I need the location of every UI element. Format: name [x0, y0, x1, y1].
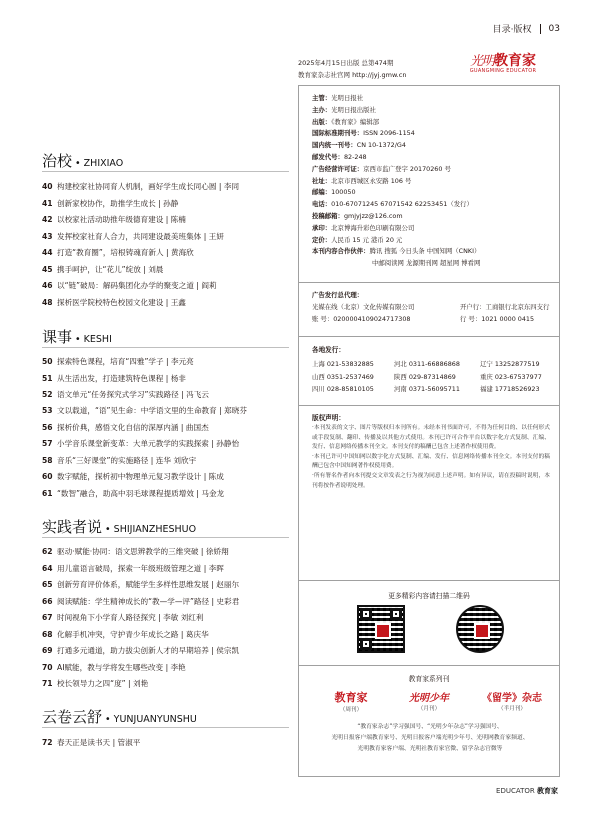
notice-paragraph: ·本刊发表的文字、图片等版权归本刊所有。未经本刊书面许可，不得为任何目的、以任何形式或手段复制、翻印、传播及以其他方式使用。本刊已许可合作平台以数字化方式复制、汇编、发行、信息网络传播本刊全文。本刊支付的稿酬已包含上述著作权使用费。	[312, 425, 550, 451]
info-row: 投稿邮箱：gmjyjzz@126.com	[312, 211, 403, 220]
series-title: 教育家系列刊	[408, 675, 450, 683]
educator-logo	[462, 50, 544, 74]
toc-item[interactable]: 52 语文单元“任务探究式学习”实践路径 | 冯飞云	[42, 390, 209, 399]
logo-english: GUANGMING EDUCATOR	[469, 68, 537, 74]
toc-item[interactable]: 50 探索特色课程，培育“四雅”学子 | 李元亮	[42, 357, 194, 366]
qr-code-icon[interactable]	[357, 605, 405, 653]
notice-paragraph: ·所有署名作者向本刊提交文章发表之行为视为同意上述声明。如有异议，请在投稿时说明，本刊将按作者说明处理。	[312, 472, 550, 489]
toc-item[interactable]: 71 校长领导力之四“度” | 刘艳	[42, 679, 149, 688]
distribution-table	[312, 358, 542, 396]
brand-frequency: （周刊）	[339, 707, 363, 713]
toc-item[interactable]: 60 数字赋能，探析初中物理单元复习教学设计 | 陈成	[42, 472, 224, 481]
info-row: 国际标准期刊号：ISSN 2096-1154	[312, 129, 415, 138]
toc-item[interactable]: 58 音乐“三好课堂”的实施路径 | 连华 刘欣宇	[42, 456, 197, 465]
page-number: 03	[548, 23, 560, 34]
info-row: 定价：人民币 15 元 港币 20 元	[312, 235, 403, 244]
brand-name: 光明少年	[409, 693, 449, 704]
info-row: 广告经营许可证：京西市监广登字 20170260 号	[312, 164, 451, 173]
publication-info	[298, 57, 406, 81]
info-row: 社址：北京市西城区永安路 106 号	[312, 176, 412, 185]
toc-item[interactable]: 43 发挥校家社育人合力，共同建设最美班集体 | 王妍	[42, 232, 224, 241]
toc-item[interactable]: 62 驱动·赋能·协同：语文思辨教学的三维突破 | 徐娇翔	[42, 547, 229, 556]
footer-cn: 教育家	[537, 787, 558, 795]
toc-item[interactable]: 44 打造“教育圈”，培根铸魂育新人 | 黄海欣	[42, 248, 194, 257]
distribution-title: 各地发行：	[312, 346, 345, 354]
divider	[298, 665, 560, 666]
toc-item[interactable]: 70 AI赋能，教与学将发生哪些改变 | 李艳	[42, 663, 186, 672]
mini-program-code-icon[interactable]	[456, 605, 504, 653]
brand-frequency: （半月刊）	[498, 706, 526, 712]
brand-guangming-shaonian	[398, 689, 460, 712]
info-row: 中邮阅读网 龙源期刊网 超星网 博看网	[372, 259, 481, 268]
toc-item[interactable]: 53 文以载道，“语”见生命：中学语文里的生命教育 | 郑晓芬	[42, 406, 247, 415]
distribution-row: 上海 021-53832885 河北 0311-66886868 辽宁 13252877519	[312, 360, 540, 368]
toc-item[interactable]: 64 用儿童语言破局，探索一年级班级管理之道 | 李晖	[42, 564, 224, 573]
info-row: 邮发代号：82-248	[312, 152, 367, 161]
page-footer	[496, 786, 558, 796]
info-row: 邮编：100050	[312, 188, 356, 197]
footer-en: EDUCATOR	[496, 787, 535, 795]
section-title-yunjuanyunshu: 云卷云舒 • YUNJUANYUNSHU	[42, 708, 197, 726]
brand-name: 教育家	[334, 691, 368, 704]
official-site: 教育家杂志社官网 http://jyj.gmw.cn	[298, 71, 407, 79]
toc-item[interactable]: 68 化解手机冲突，守护青少年成长之路 | 葛庆华	[42, 630, 209, 639]
notice-paragraph: ·本刊已许可中国知网以数字化方式复制、汇编、发行、信息网络传播本刊全文。本刊支付的稿酬已包含中国知网著作权使用费。	[312, 453, 550, 470]
info-row: 主办：光明日报出版社	[312, 105, 376, 114]
divider	[298, 336, 560, 337]
qr-caption: 更多精彩内容请扫描二维码	[388, 592, 470, 600]
toc-item[interactable]: 67 时间视角下小学育人路径探究 | 李敏 刘红利	[42, 613, 204, 622]
brand-jiaoyujia	[320, 689, 382, 713]
toc-item[interactable]: 40 构建校家社协同育人机制，画好学生成长同心圆 | 李同	[42, 182, 240, 191]
brand-frequency: （月刊）	[417, 706, 441, 712]
toc-item[interactable]: 66 阅读赋能：学生精神成长的“教—学—评”路径 | 史彩君	[42, 597, 240, 606]
header-divider	[540, 24, 541, 34]
toc-item[interactable]: 69 打通多元通道，助力拔尖创新人才的早期培养 | 侯宗凯	[42, 646, 240, 655]
section-divider	[42, 537, 289, 538]
brand-liuxue	[472, 689, 552, 712]
distribution-row: 四川 028-85810105 河南 0371-56095711 福建 17718526923	[312, 385, 540, 393]
toc-item[interactable]: 41 创新家校协作，助推学生成长 | 孙静	[42, 199, 179, 208]
distribution-row: 山西 0351-2537469 陕西 029-87314869 重庆 023-67537977	[312, 372, 542, 381]
issue-date: 2025年4月15日出版 总第474期	[298, 59, 394, 67]
divider	[298, 580, 560, 581]
section-title-keshi: 课事 • KESHI	[42, 328, 112, 346]
toc-item[interactable]: 65 创新劳育评价体系，赋能学生多样性思维发展 | 赵丽尔	[42, 580, 240, 589]
toc-item[interactable]: 72 春天正是读书天 | 管淑平	[42, 738, 141, 747]
toc-item[interactable]: 51 从生活出发，打造建筑特色课程 | 杨非	[42, 374, 186, 383]
logo-script: 光明	[469, 54, 494, 69]
brand-name: 《留学》杂志	[482, 693, 542, 704]
ad-agent-block: 广告发行总代理： 光媒在线（北京）文化传媒有限公司 开户行：工商银行北京东四支行 账 号：0200004109024717308 行 号：1021 0000 0415	[312, 291, 550, 323]
section-label: 目录·版权	[492, 25, 532, 35]
info-row: 承印：北京博海升彩色印刷有限公司	[312, 223, 415, 232]
logo-main: 教育家	[494, 53, 536, 69]
toc-item[interactable]: 42 以校家社活动助推年级德育建设 | 陈楠	[42, 215, 186, 224]
notice-title: 版权声明：	[312, 414, 345, 422]
section-divider	[42, 727, 289, 728]
info-row: 国内统一刊号：CN 10-1372/G4	[312, 141, 406, 150]
info-row: 电话：010-67071245 67071542 62253451（发行）	[312, 200, 473, 209]
toc-item[interactable]: 57 小学音乐课堂新变革：大单元教学的实践探索 | 孙静怡	[42, 439, 240, 448]
divider	[298, 282, 560, 283]
info-row: 出版：《教育家》编辑部	[312, 117, 380, 126]
info-row: 本刊内容合作伙伴：腾讯 搜狐 今日头条 中国知网（CNKI）	[312, 247, 481, 256]
section-divider	[42, 171, 289, 172]
copyright-notice	[312, 424, 550, 491]
section-title-zhixiao: 治校 • ZHIXIAO	[42, 152, 124, 170]
page-header	[493, 22, 560, 35]
toc-item[interactable]: 61 “数智”融合，助高中羽毛球课程提质增效 | 马金龙	[42, 489, 225, 498]
toc-item[interactable]: 48 探析医学院校特色校园文化建设 | 王鑫	[42, 298, 186, 307]
toc-item[interactable]: 45 携手呵护，让“花儿”绽放 | 刘晨	[42, 265, 164, 274]
new-media-list: “教育家杂志”学习强国号、“光明少年杂志”学习强国号、 光明日报客户端教育家号、光明日报客户端光明少年号、光明网教育家频道、 光明教育家客户端、光明社教育家官微、留学杂志官微等	[331, 724, 529, 752]
section-title-shijianzheshuo: 实践者说 • SHIJIANZHESHUO	[42, 518, 197, 536]
masthead-info	[312, 93, 480, 270]
info-row: 主管：光明日报社	[312, 94, 364, 102]
toc-item[interactable]: 56 探析价典，感悟文化自信的深厚内涵 | 曲国杰	[42, 423, 209, 432]
section-divider	[42, 347, 289, 348]
divider	[298, 405, 560, 406]
toc-item[interactable]: 46 以“链”破局：解码集团化办学的聚变之道 | 阎莉	[42, 281, 217, 290]
